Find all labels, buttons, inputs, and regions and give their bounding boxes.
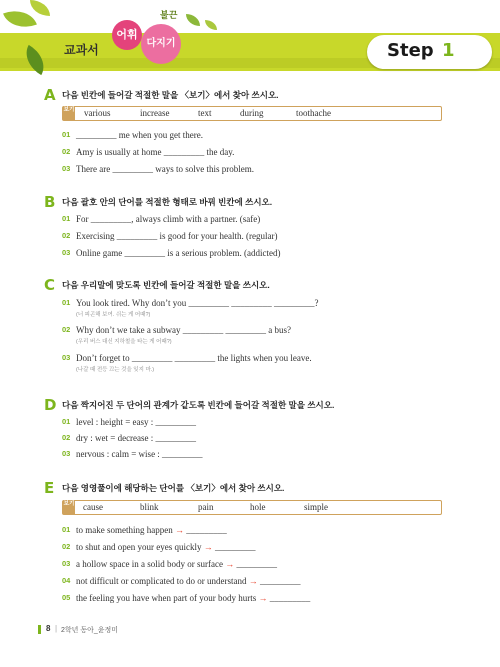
question-text: You look tired. Why don’t you _________ _________ _________? xyxy=(76,298,319,308)
question-number: 02 xyxy=(62,433,71,442)
footer-text: 2학년 동아_윤정미 xyxy=(61,627,119,634)
question-text: _________ me when you get there. xyxy=(76,130,203,140)
question-number: 01 xyxy=(62,525,71,534)
question-number: 02 xyxy=(62,147,71,156)
korean-hint: (나갈 때 전등 끄는 것을 잊지 마.) xyxy=(76,367,155,373)
question-number: 03 xyxy=(62,449,71,458)
banner-circle-practice: 다지기 xyxy=(141,24,181,64)
question-text: the feeling you have when part of your body hurts → _________ xyxy=(76,593,311,603)
step-number: 1 xyxy=(442,40,455,61)
arrow-icon: → xyxy=(248,576,258,586)
page-footer xyxy=(0,623,500,635)
header-banner xyxy=(0,0,500,80)
word-box-word: cause xyxy=(83,502,103,512)
question-text: a hollow space in a solid body or surface → _________ xyxy=(76,559,277,569)
question-number: 02 xyxy=(62,325,71,334)
arrow-icon: → xyxy=(258,593,268,603)
question-number: 01 xyxy=(62,298,71,307)
question-text: Don’t forget to _________ _________ the lights when you leave. xyxy=(76,353,312,363)
word-box-tag: 보기 xyxy=(63,107,75,120)
word-box-word: pain xyxy=(198,502,214,512)
banner-title: 교과서 xyxy=(64,43,99,57)
footer-accent-bar xyxy=(38,625,41,634)
word-box-word: increase xyxy=(140,108,170,118)
step-label: Step xyxy=(387,40,434,61)
leaf-decoration-icon xyxy=(3,4,37,34)
section-instruction: 다음 빈칸에 들어갈 적절한 말을 〈보기〉에서 찾아 쓰시오. xyxy=(62,90,279,100)
footer-separator: | xyxy=(55,624,58,633)
word-box xyxy=(62,106,442,121)
question-text: Why don’t we take a subway _________ _________ a bus? xyxy=(76,325,292,335)
word-box-word: toothache xyxy=(296,108,331,118)
word-box-word: hole xyxy=(250,502,266,512)
section-letter: C xyxy=(44,276,56,294)
word-box-word: blink xyxy=(140,502,159,512)
word-box-tag: 보기 xyxy=(63,501,75,514)
question-number: 04 xyxy=(62,576,71,585)
question-number: 02 xyxy=(62,542,71,551)
word-box xyxy=(62,500,442,515)
section-letter: D xyxy=(44,396,57,414)
question-number: 01 xyxy=(62,417,71,426)
section-instruction: 다음 짝지어진 두 단어의 관계가 같도록 빈칸에 들어갈 적절한 말을 쓰시오. xyxy=(62,400,335,410)
question-text: Amy is usually at home _________ the day. xyxy=(76,147,235,157)
banner-circle-vocab: 어휘 xyxy=(112,20,142,50)
question-text: Online game _________ is a serious problem. (addicted) xyxy=(76,248,281,258)
question-number: 03 xyxy=(62,559,71,568)
question-text: to shut and open your eyes quickly → _________ xyxy=(76,542,256,552)
page-number: 8 xyxy=(46,624,51,633)
question-number: 03 xyxy=(62,353,71,362)
section-instruction: 다음 영영풀이에 해당하는 단어를 〈보기〉에서 찾아 쓰시오. xyxy=(62,483,285,493)
word-box-word: simple xyxy=(304,502,328,512)
question-text: Exercising _________ is good for your health. (regular) xyxy=(76,231,278,241)
leaf-decoration-icon xyxy=(30,0,50,16)
korean-hint: (우리 버스 대신 지하철을 타는 게 어때?) xyxy=(76,339,172,345)
section-instruction: 다음 우리말에 맞도록 빈칸에 들어갈 적절한 말을 쓰시오. xyxy=(62,280,270,290)
section-letter: B xyxy=(44,193,56,211)
arrow-icon: → xyxy=(203,542,213,552)
question-text: dry : wet = decrease : _________ xyxy=(76,433,197,443)
question-number: 03 xyxy=(62,248,71,257)
word-box-word: various xyxy=(84,108,111,118)
question-text: not difficult or complicated to do or understand → _________ xyxy=(76,576,301,586)
question-text: There are _________ ways to solve this problem. xyxy=(76,164,254,174)
question-number: 01 xyxy=(62,130,71,139)
question-number: 03 xyxy=(62,164,71,173)
question-text: level : height = easy : _________ xyxy=(76,417,197,427)
question-text: to make something happen → _________ xyxy=(76,525,227,535)
arrow-icon: → xyxy=(174,525,184,535)
word-box-word: text xyxy=(198,108,212,118)
question-number: 02 xyxy=(62,231,71,240)
word-box-word: during xyxy=(240,108,264,118)
arrow-icon: → xyxy=(225,559,235,569)
leaf-decoration-icon xyxy=(205,20,217,30)
question-text: nervous : calm = wise : _________ xyxy=(76,449,203,459)
question-number: 05 xyxy=(62,593,71,602)
section-letter: A xyxy=(44,86,56,104)
question-number: 01 xyxy=(62,214,71,223)
section-instruction: 다음 괄호 안의 단어를 적절한 형태로 바꿔 빈칸에 쓰시오. xyxy=(62,197,273,207)
korean-hint: (너 피곤해 보여. 쉬는 게 어때?) xyxy=(76,312,151,318)
question-text: For _________, always climb with a partner. (safe) xyxy=(76,214,261,224)
section-letter: E xyxy=(44,479,55,497)
banner-subtitle: 불끈 xyxy=(160,11,178,21)
leaf-decoration-icon xyxy=(186,14,200,26)
